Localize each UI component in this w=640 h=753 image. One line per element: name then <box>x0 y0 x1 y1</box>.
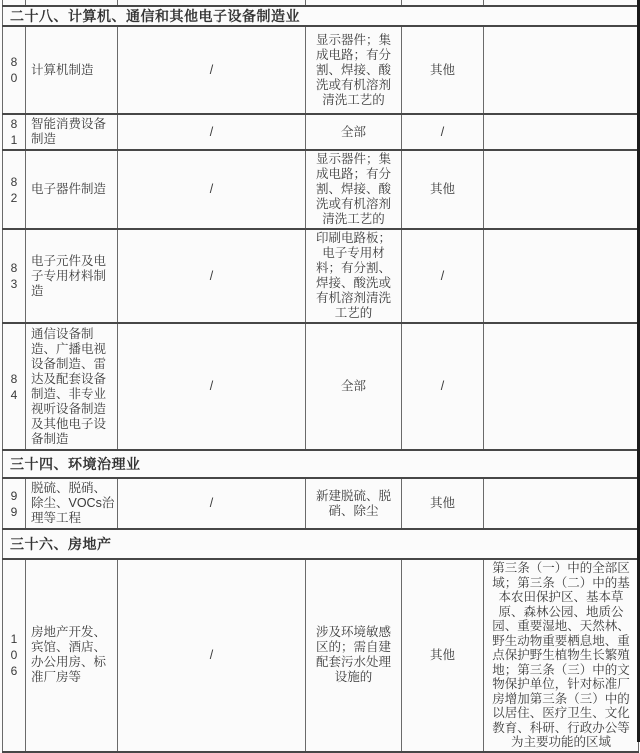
table-row-80 <box>3 26 639 114</box>
registration-cell: 其他 <box>402 26 484 114</box>
report-cell: / <box>118 478 306 529</box>
report-cell: / <box>118 559 306 752</box>
sensitive-area-cell <box>484 478 639 529</box>
section-header-34 <box>3 450 639 478</box>
section-header-36 <box>3 529 639 559</box>
sensitive-area-cell <box>484 150 639 229</box>
table-row-82 <box>3 150 639 229</box>
table-row-84 <box>3 323 639 450</box>
section-header-28 <box>3 6 639 26</box>
report-cell: / <box>118 114 306 150</box>
industry-name-cell: 智能消费设备制造 <box>26 114 118 150</box>
table-row-83 <box>3 229 639 323</box>
table-row-99 <box>3 478 639 529</box>
report-form-cell: 显示器件；集成电路；有分割、焊接、酸洗或有机溶剂清洗工艺的 <box>306 150 402 229</box>
report-form-cell: 印刷电路板；电子专用材料；有分割、焊接、酸洗或有机溶剂清洗工艺的 <box>306 229 402 323</box>
row-number: 99 <box>10 488 18 519</box>
sensitive-area-cell <box>484 114 639 150</box>
row-number: 83 <box>10 261 18 291</box>
table-row-81 <box>3 114 639 150</box>
registration-cell: / <box>402 229 484 323</box>
registration-cell: 其他 <box>402 478 484 529</box>
row-number: 106 <box>10 632 18 679</box>
industry-name-cell: 电子元件及电子专用材料制造 <box>26 229 118 323</box>
registration-cell: 其他 <box>402 150 484 229</box>
row-number: 84 <box>10 371 18 402</box>
row-number-cell <box>3 26 26 114</box>
report-cell: / <box>118 229 306 323</box>
industry-name-cell: 通信设备制造、广播电视设备制造、雷达及配套设备制造、非专业视听设备制造及其他电子设备制造 <box>26 323 118 450</box>
row-number-cell <box>3 559 26 752</box>
report-form-cell: 全部 <box>306 323 402 450</box>
row-number-cell <box>3 229 26 323</box>
row-number-cell <box>3 478 26 529</box>
section-title: 二十八、计算机、通信和其他电子设备制造业 <box>3 6 639 26</box>
report-form-cell: 涉及环境敏感区的；需自建配套污水处理设施的 <box>306 559 402 752</box>
row-number: 82 <box>10 174 18 205</box>
report-form-cell: 新建脱硫、脱硝、除尘 <box>306 478 402 529</box>
industry-name-cell: 房地产开发、宾馆、酒店、办公用房、标准厂房等 <box>26 559 118 752</box>
report-cell: / <box>118 150 306 229</box>
report-cell: / <box>118 323 306 450</box>
industry-name-cell: 脱硫、脱硝、除尘、VOCs治理等工程 <box>26 478 118 529</box>
industry-name-cell: 计算机制造 <box>26 26 118 114</box>
section-title: 三十六、房地产 <box>3 529 639 559</box>
sensitive-area-cell: 第三条（一）中的全部区域；第三条（二）中的基本农田保护区、基本草原、森林公园、地质公园、重要湿地、天然林、野生动物重要栖息地、重点保护野生植物生长繁殖地；第三条（三）中的文物保护单位，针对标准厂房增加第三条（三）中的以居住、医疗卫生、文化教育、科研、行政办公等为主要功能的区域 <box>484 559 639 752</box>
report-form-cell: 全部 <box>306 114 402 150</box>
report-form-cell: 显示器件；集成电路；有分割、焊接、酸洗或有机溶剂清洗工艺的 <box>306 26 402 114</box>
section-title: 三十四、环境治理业 <box>3 450 639 478</box>
row-number: 80 <box>10 55 18 85</box>
approval-category-table <box>2 0 639 753</box>
report-cell: / <box>118 26 306 114</box>
registration-cell: / <box>402 323 484 450</box>
table-row-106 <box>3 559 639 752</box>
registration-cell: 其他 <box>402 559 484 752</box>
industry-name-cell: 电子器件制造 <box>26 150 118 229</box>
row-number-cell <box>3 323 26 450</box>
row-number-cell <box>3 150 26 229</box>
sensitive-area-cell <box>484 26 639 114</box>
sensitive-area-cell <box>484 323 639 450</box>
sensitive-area-cell <box>484 229 639 323</box>
registration-cell: / <box>402 114 484 150</box>
row-number-cell <box>3 114 26 150</box>
row-number: 81 <box>10 117 18 147</box>
